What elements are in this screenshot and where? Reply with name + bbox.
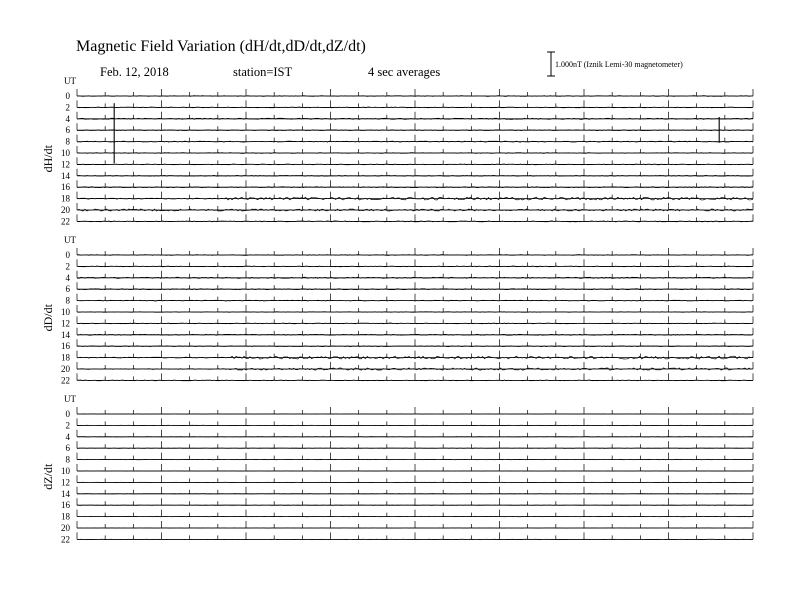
row-label: 16 (61, 500, 70, 511)
row-label: 22 (61, 216, 70, 227)
row-label: 0 (65, 91, 70, 101)
ut-axis-label: UT (64, 394, 76, 404)
row-label: 20 (61, 205, 70, 215)
row-label: 14 (61, 170, 70, 181)
row-label: 20 (61, 523, 70, 533)
row-label: 18 (61, 193, 70, 204)
row-label: 16 (61, 341, 70, 352)
row-label: 12 (61, 477, 70, 488)
scale-bar (547, 52, 555, 76)
row-label: 2 (65, 420, 70, 431)
row-label: 10 (61, 148, 70, 158)
row-label: 8 (65, 136, 70, 147)
row-label: 20 (61, 364, 70, 374)
row-label: 10 (61, 466, 70, 476)
row-label: 10 (61, 307, 70, 317)
row-label: 12 (61, 318, 70, 329)
component-label: dD/dt (41, 304, 55, 332)
row-label: 0 (65, 409, 70, 419)
component-label: dH/dt (41, 145, 55, 173)
row-label: 4 (65, 113, 70, 124)
row-label: 18 (61, 511, 70, 522)
panel-dD-dt (41, 235, 753, 385)
row-label: 6 (65, 284, 70, 295)
row-label: 8 (65, 295, 70, 306)
row-label: 22 (61, 534, 70, 545)
panel-dH-dt (41, 76, 753, 226)
row-label: 8 (65, 454, 70, 465)
scale-bar-label: 1.000nT (Iznik Lemi-30 magnetometer) (555, 60, 683, 69)
row-label: 6 (65, 125, 70, 136)
ut-axis-label: UT (64, 235, 76, 245)
row-label: 16 (61, 182, 70, 193)
row-label: 2 (65, 102, 70, 113)
ut-axis-label: UT (64, 76, 76, 86)
row-label: 14 (61, 488, 70, 499)
station-label: station=IST (233, 65, 293, 79)
averages-label: 4 sec averages (368, 65, 441, 79)
row-label: 22 (61, 375, 70, 386)
row-label: 2 (65, 261, 70, 272)
component-label: dZ/dt (41, 463, 55, 490)
row-label: 12 (61, 159, 70, 170)
panel-dZ-dt (41, 394, 753, 544)
row-label: 18 (61, 352, 70, 363)
date-label: Feb. 12, 2018 (100, 65, 169, 79)
row-label: 4 (65, 431, 70, 442)
row-label: 6 (65, 443, 70, 454)
row-label: 14 (61, 329, 70, 340)
row-label: 4 (65, 272, 70, 283)
chart-title: Magnetic Field Variation (dH/dt,dD/dt,dZ/dt) (76, 38, 366, 55)
row-label: 0 (65, 250, 70, 260)
